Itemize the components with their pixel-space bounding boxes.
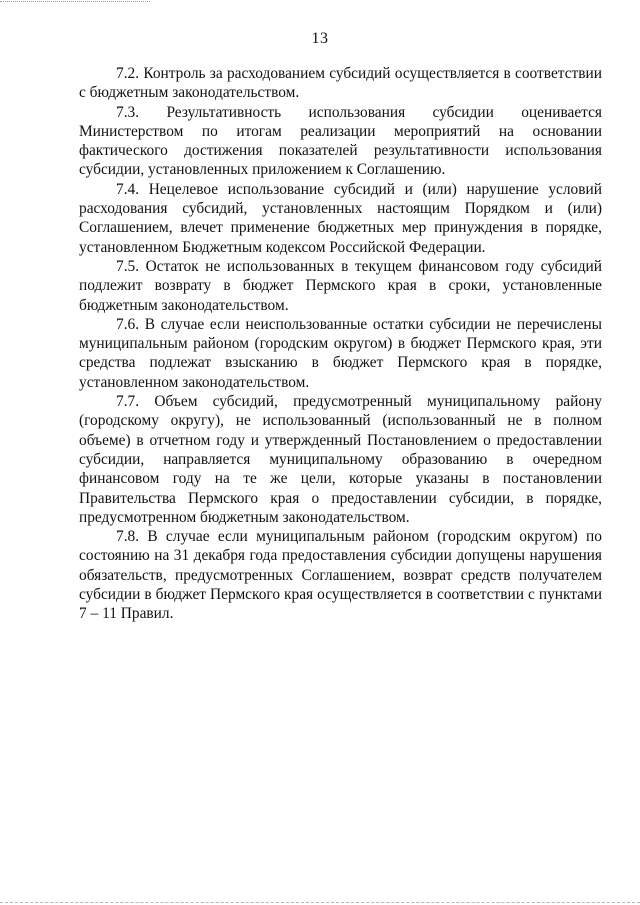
scan-edge-line [0, 1, 150, 2]
scan-edge-line-bottom [0, 902, 640, 903]
paragraph-7-3: 7.3. Результативность использования субсидии оценивается Министерством по итогам реализации мероприятий на основании фактического достижения показателей результативности использования субсидии, установленных приложением к Соглашению. [79, 103, 602, 179]
paragraph-7-5: 7.5. Остаток не использованных в текущем финансовом году субсидий подлежит возврату в бюджет Пермского края в сроки, установленные бюджетным законодательством. [79, 257, 602, 314]
paragraph-7-7: 7.7. Объем субсидий, предусмотренный муниципальному району (городскому округу), не использованный (использованный не в полном объеме) в отчетном году и утвержденный Постановлением о предоставлении субсидии, направляется муниципальному образованию в очередном финансовом году на те же цели, которые указаны в постановлении Правительства Пермского края о предоставлении субсидии, в порядке, предусмотренном бюджетным законодательством. [79, 393, 602, 526]
paragraph-7-8: 7.8. В случае если муниципальным районом (городским округом) по состоянию на 31 декабря года предоставления субсидии допущены нарушения обязательств, предусмотренных Соглашением, возврат средств получателем субсидии в бюджет Пермского края осуществляется в соответствии с пунктами 7 – 11 Правил. [79, 528, 602, 623]
paragraph-7-2: 7.2. Контроль за расходованием субсидий осуществляется в соответствии с бюджетным законодательством. [79, 65, 602, 102]
page-number: 13 [311, 30, 329, 47]
document-body [79, 64, 602, 624]
paragraph-7-6: 7.6. В случае если неиспользованные остатки субсидии не перечислены муниципальным районом (городским округом) в бюджет Пермского края, эти средства подлежат взысканию в бюджет Пермского края в порядке, установленном законодательством. [79, 315, 602, 391]
paragraph-7-4: 7.4. Нецелевое использование субсидий и (или) нарушение условий расходования субсидий, установленных настоящим Порядком и (или) Соглашением, влечет применение бюджетных мер принуждения в порядке, установленном Бюджетным кодексом Российской Федерации. [79, 180, 602, 256]
